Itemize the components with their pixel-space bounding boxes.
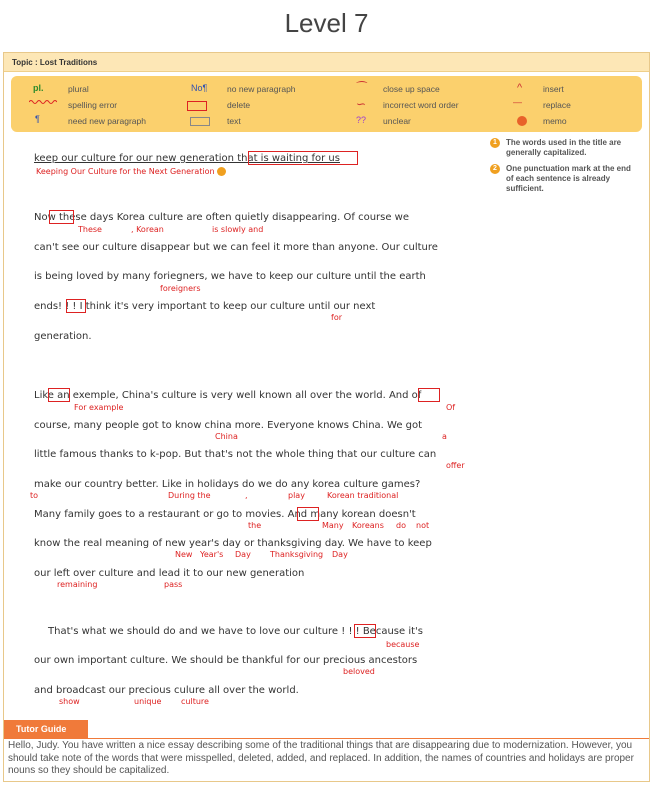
essay-title: keep our culture for our new generation that is waiting for us [34, 153, 340, 164]
memo-icon [517, 116, 527, 126]
essay-line: generation. [34, 331, 92, 342]
essay-line: Like an exemple, China's culture is very well known all over the world. And of [34, 390, 422, 401]
essay-line: Many family goes to a restaurant or go to movies. And many korean doesn't [34, 509, 416, 520]
topic-bar: Topic : Lost Traditions [4, 53, 649, 72]
correction: Koreans [352, 521, 384, 530]
legend-label: insert [543, 84, 564, 94]
correction: to [30, 491, 39, 500]
legend-label: unclear [383, 116, 411, 126]
text-box-icon [190, 117, 210, 126]
correction: for [331, 313, 342, 322]
essay-line: and broadcast our precious culure all over the world. [34, 685, 299, 696]
correction: Year's [200, 550, 224, 559]
paragraph-icon: ¶ [35, 114, 40, 124]
essay-line: our left over culture and lead it to our new generation [34, 568, 305, 579]
correction: , [245, 491, 248, 500]
correction: because [386, 640, 420, 649]
wavy-underline-icon [29, 99, 57, 105]
legend-label: no new paragraph [227, 84, 296, 94]
legend-label: need new paragraph [68, 116, 146, 126]
correction-legend [11, 76, 642, 132]
title-correction: Keeping Our Culture for the Next Generation [36, 167, 226, 176]
page-title: Level 7 [284, 8, 369, 38]
correction: During the [168, 491, 211, 500]
correction: remaining [57, 580, 98, 589]
insert-caret-icon: ^ [517, 82, 523, 94]
correction: New [175, 550, 193, 559]
memo-icon [217, 167, 226, 176]
correction: a [442, 432, 447, 441]
correction: Many [322, 521, 344, 530]
tutor-guide-text: Hello, Judy. You have written a nice essay describing some of the traditional things that are disappearing due to modernization. However, you should take note of the words that were misspelled, deleted, added, and replaced. In addition, the names of countries and holidays are proper nouns so they should be capitalized. [8, 740, 634, 776]
divider [4, 738, 649, 739]
delete-box-icon [187, 101, 207, 111]
memo-note: 1 The words used in the title are generally capitalized. [488, 138, 638, 158]
correction: pass [164, 580, 183, 589]
delete-mark [66, 299, 86, 313]
close-up-icon: ⁀ [357, 81, 367, 95]
essay-line: can't see our culture disappear but we can feel it more than anyone. Our culture [34, 242, 438, 253]
correction: culture [181, 697, 209, 706]
correction: unique [134, 697, 162, 706]
delete-mark [248, 151, 358, 165]
no-paragraph-icon: No¶ [191, 83, 208, 93]
correction: These [78, 225, 102, 234]
memo-notes [488, 138, 638, 200]
essay-line: course, many people got to know china more. Everyone knows China. We got [34, 420, 423, 431]
correction: China [215, 432, 238, 441]
memo-note: 2 One punctuation mark at the end of each sentence is already sufficient. [488, 164, 638, 194]
plural-icon: pl. [33, 83, 44, 93]
correction: do [396, 521, 406, 530]
memo-badge: 2 [490, 164, 500, 174]
correction: Thanksgiving [270, 550, 324, 559]
correction: show [59, 697, 80, 706]
essay-line: little famous thanks to k-pop. But that's not the whole thing that our culture can [34, 449, 437, 460]
delete-mark [49, 210, 74, 224]
essay-line: That's what we should do and we have to love our culture ! ! ! Because it's [48, 626, 423, 637]
essay-line: know the real meaning of new year's day or thanksgiving day. We have to keep [34, 538, 432, 549]
correction: not [416, 521, 430, 530]
essay-line: ends! ! ! I think it's very important to keep our culture until our next [34, 301, 376, 312]
essay-line: our own important culture. We should be thankful for our precious ancestors [34, 655, 418, 666]
legend-label: replace [543, 100, 571, 110]
correction: Of [446, 403, 456, 412]
legend-label: memo [543, 116, 567, 126]
delete-mark [48, 388, 70, 402]
legend-label: plural [68, 84, 89, 94]
correction: Day [332, 550, 348, 559]
delete-mark [354, 624, 376, 638]
correction: For example [74, 403, 124, 412]
delete-mark [418, 388, 440, 402]
essay-line: make our country better. Like in holidays do we do any korea culture games? [34, 479, 421, 490]
correction: foreigners [160, 284, 201, 293]
unclear-icon: ?? [356, 115, 367, 125]
correction: Day [235, 550, 251, 559]
correction: beloved [343, 667, 375, 676]
legend-label: text [227, 116, 241, 126]
legend-label: delete [227, 100, 251, 110]
memo-badge: 1 [490, 138, 500, 148]
delete-mark [297, 507, 319, 521]
legend-label: close up space [383, 84, 440, 94]
replace-line-icon: — [513, 97, 522, 107]
word-order-icon: ∽ [356, 97, 367, 111]
essay-line: Now these days Korea culture are often quietly disappearing. Of course we [34, 212, 410, 223]
correction: play [288, 491, 305, 500]
correction: Korean traditional [327, 491, 399, 500]
correction: the [248, 521, 262, 530]
legend-label: spelling error [68, 100, 118, 110]
correction: , Korean [131, 225, 164, 234]
legend-label: incorrect word order [383, 100, 459, 110]
correction: offer [446, 461, 465, 470]
tutor-guide-tab[interactable]: Tutor Guide [4, 720, 88, 738]
correction: is slowly and [212, 225, 264, 234]
essay-line: is being loved by many foriegners, we have to keep our culture until the earth [34, 271, 426, 282]
